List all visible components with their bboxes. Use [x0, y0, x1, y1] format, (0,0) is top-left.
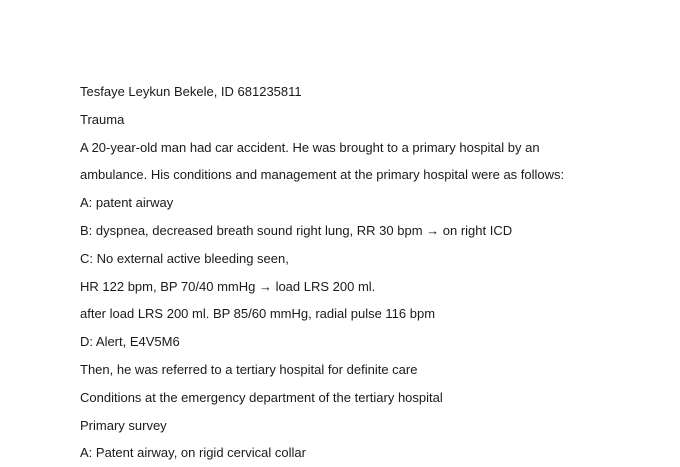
section-title: Trauma	[80, 111, 125, 127]
breathing-finding: B: dyspnea, decreased breath sound right lung, RR 30 bpm → on right ICD	[80, 222, 513, 238]
referral-statement: Then, he was referred to a tertiary hospital for definite care	[80, 361, 418, 377]
airway-finding: A: patent airway	[80, 195, 174, 211]
vitals-after-load: after load LRS 200 ml. BP 85/60 mmHg, radial pulse 116 bpm	[80, 306, 436, 322]
vitals-before-load: HR 122 bpm, BP 70/40 mmHg → load LRS 200 ml.	[80, 278, 376, 294]
disability-finding: D: Alert, E4V5M6	[80, 334, 180, 350]
case-paragraph-line: A 20-year-old man had car accident. He was brought to a primary hospital by an	[80, 139, 540, 155]
tertiary-heading: Conditions at the emergency department of the tertiary hospital	[80, 389, 443, 405]
primary-survey-heading: Primary survey	[80, 417, 167, 433]
circulation-finding: C: No external active bleeding seen,	[80, 250, 289, 266]
student-name-id: Tesfaye Leykun Bekele, ID 681235811	[80, 84, 302, 99]
document-body	[80, 78, 660, 467]
case-paragraph-line: ambulance. His conditions and management at the primary hospital were as follows:	[80, 167, 565, 183]
tertiary-airway-finding: A: Patent airway, on rigid cervical collar	[80, 445, 306, 461]
